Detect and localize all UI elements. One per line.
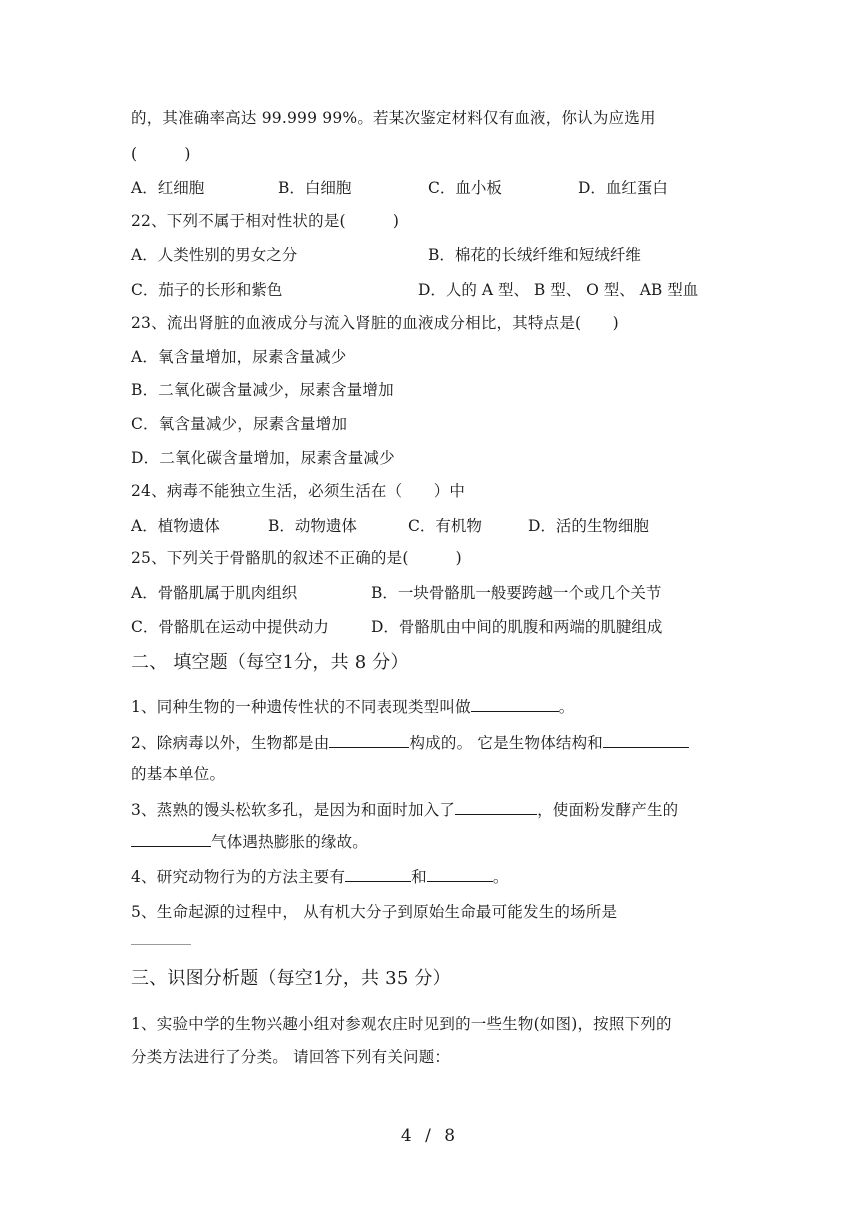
q25-option-a: A．骨骼肌属于肌肉组织 xyxy=(131,584,298,602)
fill-q2-blank-2 xyxy=(603,733,689,748)
q22-option-a: A．人类性别的男女之分 xyxy=(131,246,298,264)
q22-option-d: D．人的 A 型、 B 型、 O 型、 AB 型血 xyxy=(418,281,699,299)
page-number: 4 / 8 xyxy=(400,1126,460,1146)
q24-option-a: A．植物遗体 xyxy=(131,517,220,535)
fill-q4-end: 。 xyxy=(492,868,509,886)
q22-option-b: B．棉花的长绒纤维和短绒纤维 xyxy=(428,246,641,264)
q23-option-a: A．氧含量增加，尿素含量减少 xyxy=(131,348,347,366)
q25-stem: 25、下列关于骨骼肌的叙述不正确的是( ) xyxy=(131,549,462,567)
q24-option-b: B．动物遗体 xyxy=(268,517,357,535)
q24-option-c: C．有机物 xyxy=(408,517,482,535)
fill-q1-end: 。 xyxy=(558,698,575,716)
q22-stem: 22、下列不属于相对性状的是( ) xyxy=(131,212,400,230)
q24-option-d: D．活的生物细胞 xyxy=(528,517,649,535)
fill-q3-mid: ，使面粉发酵产生的 xyxy=(537,801,679,819)
q21-stem: 的，其准确率高达 99.999 99%。若某次鉴定材料仅有血液，你认为应选用 xyxy=(131,109,656,127)
fill-q1-blank xyxy=(471,697,559,712)
fill-q3-end: 气体遇热膨胀的缘故。 xyxy=(211,833,369,851)
q23-option-c: C．氧含量减少，尿素含量增加 xyxy=(131,415,348,433)
q24-stem: 24、病毒不能独立生活，必须生活在（ ）中 xyxy=(131,482,466,500)
fill-q3-blank-1 xyxy=(455,800,537,815)
section-3-heading: 三、识图分析题（每空1分，共 35 分） xyxy=(131,968,451,989)
fill-q2-text: 2、除病毒以外，生物都是由 xyxy=(131,734,330,752)
fill-q2-line2: 的基本单位。 xyxy=(131,765,226,783)
q21-option-d: D．血红蛋白 xyxy=(578,179,668,197)
fill-q3-line2 xyxy=(131,832,368,852)
fill-q3-line1 xyxy=(131,800,678,820)
fill-q3-text: 3、蒸熟的馒头松软多孔，是因为和面时加入了 xyxy=(131,801,456,819)
fill-q1 xyxy=(131,697,574,717)
fill-q2-blank-1 xyxy=(329,733,409,748)
fill-q4-text: 4、研究动物行为的方法主要有 xyxy=(131,868,346,886)
q25-option-d: D．骨骼肌由中间的肌腹和两端的肌腱组成 xyxy=(371,618,663,636)
q23-option-b: B．二氧化碳含量减少，尿素含量增加 xyxy=(131,381,394,399)
q21-option-c: C．血小板 xyxy=(428,179,502,197)
fill-q5-blank xyxy=(131,944,191,945)
q23-option-d: D．二氧化碳含量增加，尿素含量减少 xyxy=(131,449,395,467)
q21-option-b: B．白细胞 xyxy=(278,179,352,197)
fill-q3-blank-2 xyxy=(131,832,211,847)
section-2-heading: 二、 填空题（每空1分，共 8 分） xyxy=(131,652,409,673)
fill-q2-line1 xyxy=(131,733,689,753)
fill-q1-text: 1、同种生物的一种遗传性状的不同表现类型叫做 xyxy=(131,698,471,716)
fill-q2-mid: 构成的。 它是生物体结构和 xyxy=(409,734,603,752)
fill-q4-and: 和 xyxy=(411,868,427,886)
fill-q4-blank-1 xyxy=(345,867,411,882)
q25-option-c: C．骨骼肌在运动中提供动力 xyxy=(131,618,329,636)
q22-option-c: C．茄子的长形和紫色 xyxy=(131,281,283,299)
fill-q4 xyxy=(131,867,509,887)
q21-option-a: A．红细胞 xyxy=(131,179,205,197)
fill-q4-blank-2 xyxy=(427,867,493,882)
fig-q1-line2: 分类方法进行了分类。 请回答下列有关问题： xyxy=(131,1048,451,1066)
q25-option-b: B．一块骨骼肌一般要跨越一个或几个关节 xyxy=(371,584,662,602)
q21-paren: ( ) xyxy=(131,145,191,163)
q23-stem: 23、流出肾脏的血液成分与流入肾脏的血液成分相比，其特点是( ) xyxy=(131,314,619,332)
fig-q1-line1: 1、实验中学的生物兴趣小组对参观农庄时见到的一些生物(如图)，按照下列的 xyxy=(131,1015,672,1033)
fill-q5-text: 5、生命起源的过程中， 从有机大分子到原始生命最可能发生的场所是 xyxy=(131,903,618,921)
